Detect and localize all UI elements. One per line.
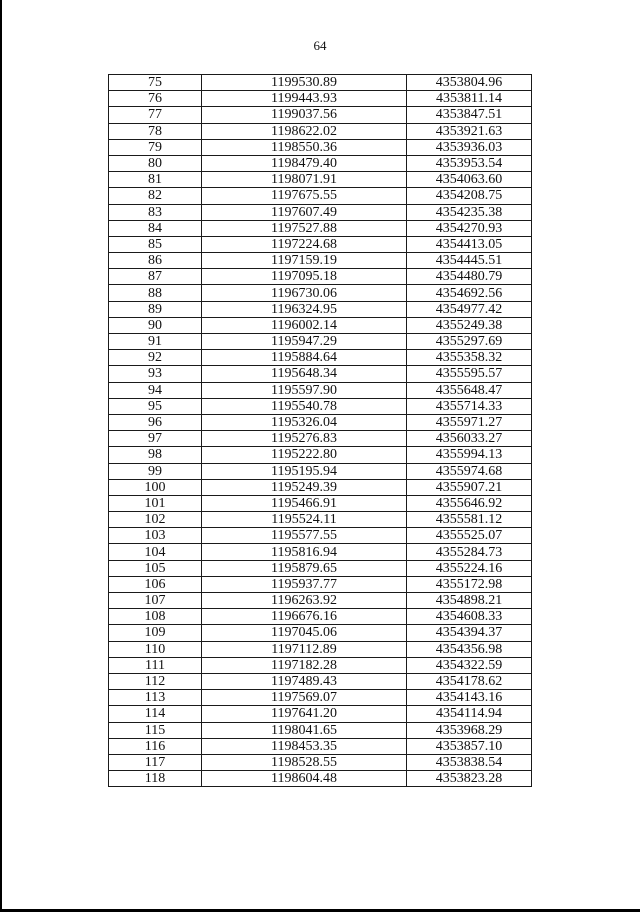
y-coordinate-cell: 4354356.98: [407, 641, 532, 657]
table-row: [109, 155, 532, 171]
x-coordinate-cell: 1197159.19: [202, 253, 407, 269]
y-coordinate-cell: 4355971.27: [407, 414, 532, 430]
y-coordinate-cell: 4354977.42: [407, 301, 532, 317]
point-number-cell: 92: [109, 350, 202, 366]
y-coordinate-cell: 4354235.38: [407, 204, 532, 220]
coordinates-table-body: [109, 75, 532, 787]
x-coordinate-cell: 1196324.95: [202, 301, 407, 317]
x-coordinate-cell: 1198604.48: [202, 771, 407, 787]
point-number-cell: 116: [109, 738, 202, 754]
x-coordinate-cell: 1195937.77: [202, 576, 407, 592]
y-coordinate-cell: 4354445.51: [407, 253, 532, 269]
table-row: [109, 625, 532, 641]
y-coordinate-cell: 4355224.16: [407, 560, 532, 576]
x-coordinate-cell: 1195879.65: [202, 560, 407, 576]
x-coordinate-cell: 1195326.04: [202, 414, 407, 430]
table-row: [109, 754, 532, 770]
point-number-cell: 98: [109, 447, 202, 463]
y-coordinate-cell: 4354063.60: [407, 172, 532, 188]
x-coordinate-cell: 1196730.06: [202, 285, 407, 301]
y-coordinate-cell: 4353811.14: [407, 91, 532, 107]
point-number-cell: 106: [109, 576, 202, 592]
table-row: [109, 366, 532, 382]
x-coordinate-cell: 1195249.39: [202, 479, 407, 495]
point-number-cell: 95: [109, 398, 202, 414]
table-row: [109, 738, 532, 754]
point-number-cell: 111: [109, 657, 202, 673]
y-coordinate-cell: 4353847.51: [407, 107, 532, 123]
table-row: [109, 576, 532, 592]
y-coordinate-cell: 4355648.47: [407, 382, 532, 398]
point-number-cell: 96: [109, 414, 202, 430]
x-coordinate-cell: 1196676.16: [202, 609, 407, 625]
table-row: [109, 269, 532, 285]
y-coordinate-cell: 4355249.38: [407, 317, 532, 333]
y-coordinate-cell: 4353857.10: [407, 738, 532, 754]
x-coordinate-cell: 1195597.90: [202, 382, 407, 398]
point-number-cell: 91: [109, 334, 202, 350]
x-coordinate-cell: 1198041.65: [202, 722, 407, 738]
x-coordinate-cell: 1197112.89: [202, 641, 407, 657]
x-coordinate-cell: 1195524.11: [202, 512, 407, 528]
x-coordinate-cell: 1199443.93: [202, 91, 407, 107]
x-coordinate-cell: 1197045.06: [202, 625, 407, 641]
point-number-cell: 103: [109, 528, 202, 544]
table-row: [109, 431, 532, 447]
y-coordinate-cell: 4354394.37: [407, 625, 532, 641]
y-coordinate-cell: 4353921.63: [407, 123, 532, 139]
y-coordinate-cell: 4354114.94: [407, 706, 532, 722]
y-coordinate-cell: 4354270.93: [407, 220, 532, 236]
y-coordinate-cell: 4355358.32: [407, 350, 532, 366]
table-row: [109, 641, 532, 657]
y-coordinate-cell: 4355714.33: [407, 398, 532, 414]
x-coordinate-cell: 1197095.18: [202, 269, 407, 285]
point-number-cell: 117: [109, 754, 202, 770]
coordinates-table: [108, 74, 532, 787]
point-number-cell: 80: [109, 155, 202, 171]
x-coordinate-cell: 1199530.89: [202, 75, 407, 91]
table-row: [109, 512, 532, 528]
table-row: [109, 107, 532, 123]
table-row: [109, 495, 532, 511]
y-coordinate-cell: 4355595.57: [407, 366, 532, 382]
table-row: [109, 690, 532, 706]
point-number-cell: 109: [109, 625, 202, 641]
x-coordinate-cell: 1195222.80: [202, 447, 407, 463]
x-coordinate-cell: 1197182.28: [202, 657, 407, 673]
y-coordinate-cell: 4354898.21: [407, 593, 532, 609]
table-row: [109, 479, 532, 495]
y-coordinate-cell: 4355994.13: [407, 447, 532, 463]
table-row: [109, 560, 532, 576]
table-row: [109, 236, 532, 252]
x-coordinate-cell: 1197641.20: [202, 706, 407, 722]
x-coordinate-cell: 1198071.91: [202, 172, 407, 188]
table-row: [109, 285, 532, 301]
point-number-cell: 118: [109, 771, 202, 787]
x-coordinate-cell: 1198550.36: [202, 139, 407, 155]
x-coordinate-cell: 1197675.55: [202, 188, 407, 204]
table-row: [109, 398, 532, 414]
table-row: [109, 414, 532, 430]
table-row: [109, 172, 532, 188]
y-coordinate-cell: 4353823.28: [407, 771, 532, 787]
table-row: [109, 706, 532, 722]
point-number-cell: 78: [109, 123, 202, 139]
y-coordinate-cell: 4354692.56: [407, 285, 532, 301]
point-number-cell: 93: [109, 366, 202, 382]
point-number-cell: 82: [109, 188, 202, 204]
point-number-cell: 86: [109, 253, 202, 269]
y-coordinate-cell: 4355646.92: [407, 495, 532, 511]
y-coordinate-cell: 4354413.05: [407, 236, 532, 252]
y-coordinate-cell: 4354143.16: [407, 690, 532, 706]
y-coordinate-cell: 4355172.98: [407, 576, 532, 592]
table-row: [109, 609, 532, 625]
point-number-cell: 77: [109, 107, 202, 123]
x-coordinate-cell: 1195577.55: [202, 528, 407, 544]
point-number-cell: 76: [109, 91, 202, 107]
table-row: [109, 528, 532, 544]
y-coordinate-cell: 4354178.62: [407, 673, 532, 689]
x-coordinate-cell: 1197489.43: [202, 673, 407, 689]
point-number-cell: 97: [109, 431, 202, 447]
x-coordinate-cell: 1198528.55: [202, 754, 407, 770]
point-number-cell: 94: [109, 382, 202, 398]
table-row: [109, 139, 532, 155]
y-coordinate-cell: 4355525.07: [407, 528, 532, 544]
table-row: [109, 75, 532, 91]
page-number: 64: [313, 38, 327, 53]
y-coordinate-cell: 4355974.68: [407, 463, 532, 479]
y-coordinate-cell: 4353936.03: [407, 139, 532, 155]
scan-left-border: [0, 0, 2, 912]
point-number-cell: 108: [109, 609, 202, 625]
y-coordinate-cell: 4354608.33: [407, 609, 532, 625]
point-number-cell: 115: [109, 722, 202, 738]
x-coordinate-cell: 1195466.91: [202, 495, 407, 511]
point-number-cell: 81: [109, 172, 202, 188]
y-coordinate-cell: 4354480.79: [407, 269, 532, 285]
point-number-cell: 104: [109, 544, 202, 560]
table-row: [109, 350, 532, 366]
point-number-cell: 105: [109, 560, 202, 576]
y-coordinate-cell: 4353953.54: [407, 155, 532, 171]
table-row: [109, 204, 532, 220]
table-row: [109, 334, 532, 350]
point-number-cell: 110: [109, 641, 202, 657]
table-row: [109, 722, 532, 738]
point-number-cell: 112: [109, 673, 202, 689]
x-coordinate-cell: 1197527.88: [202, 220, 407, 236]
y-coordinate-cell: 4354322.59: [407, 657, 532, 673]
x-coordinate-cell: 1198479.40: [202, 155, 407, 171]
x-coordinate-cell: 1199037.56: [202, 107, 407, 123]
x-coordinate-cell: 1197607.49: [202, 204, 407, 220]
x-coordinate-cell: 1195884.64: [202, 350, 407, 366]
y-coordinate-cell: 4355284.73: [407, 544, 532, 560]
table-row: [109, 123, 532, 139]
y-coordinate-cell: 4355907.21: [407, 479, 532, 495]
point-number-cell: 107: [109, 593, 202, 609]
table-row: [109, 771, 532, 787]
point-number-cell: 102: [109, 512, 202, 528]
point-number-cell: 85: [109, 236, 202, 252]
point-number-cell: 75: [109, 75, 202, 91]
point-number-cell: 90: [109, 317, 202, 333]
point-number-cell: 89: [109, 301, 202, 317]
point-number-cell: 99: [109, 463, 202, 479]
x-coordinate-cell: 1195540.78: [202, 398, 407, 414]
point-number-cell: 79: [109, 139, 202, 155]
x-coordinate-cell: 1198453.35: [202, 738, 407, 754]
table-row: [109, 220, 532, 236]
table-row: [109, 463, 532, 479]
table-row: [109, 657, 532, 673]
x-coordinate-cell: 1197569.07: [202, 690, 407, 706]
point-number-cell: 101: [109, 495, 202, 511]
table-row: [109, 382, 532, 398]
y-coordinate-cell: 4353838.54: [407, 754, 532, 770]
y-coordinate-cell: 4353968.29: [407, 722, 532, 738]
point-number-cell: 87: [109, 269, 202, 285]
point-number-cell: 83: [109, 204, 202, 220]
y-coordinate-cell: 4355581.12: [407, 512, 532, 528]
point-number-cell: 113: [109, 690, 202, 706]
table-row: [109, 544, 532, 560]
table-row: [109, 91, 532, 107]
point-number-cell: 88: [109, 285, 202, 301]
x-coordinate-cell: 1195947.29: [202, 334, 407, 350]
table-row: [109, 253, 532, 269]
point-number-cell: 84: [109, 220, 202, 236]
table-row: [109, 317, 532, 333]
x-coordinate-cell: 1195648.34: [202, 366, 407, 382]
x-coordinate-cell: 1196263.92: [202, 593, 407, 609]
table-row: [109, 593, 532, 609]
table-row: [109, 673, 532, 689]
table-row: [109, 301, 532, 317]
table-row: [109, 188, 532, 204]
point-number-cell: 100: [109, 479, 202, 495]
y-coordinate-cell: 4355297.69: [407, 334, 532, 350]
table-row: [109, 447, 532, 463]
y-coordinate-cell: 4354208.75: [407, 188, 532, 204]
point-number-cell: 114: [109, 706, 202, 722]
x-coordinate-cell: 1197224.68: [202, 236, 407, 252]
y-coordinate-cell: 4356033.27: [407, 431, 532, 447]
y-coordinate-cell: 4353804.96: [407, 75, 532, 91]
x-coordinate-cell: 1195276.83: [202, 431, 407, 447]
x-coordinate-cell: 1195195.94: [202, 463, 407, 479]
x-coordinate-cell: 1195816.94: [202, 544, 407, 560]
x-coordinate-cell: 1196002.14: [202, 317, 407, 333]
x-coordinate-cell: 1198622.02: [202, 123, 407, 139]
